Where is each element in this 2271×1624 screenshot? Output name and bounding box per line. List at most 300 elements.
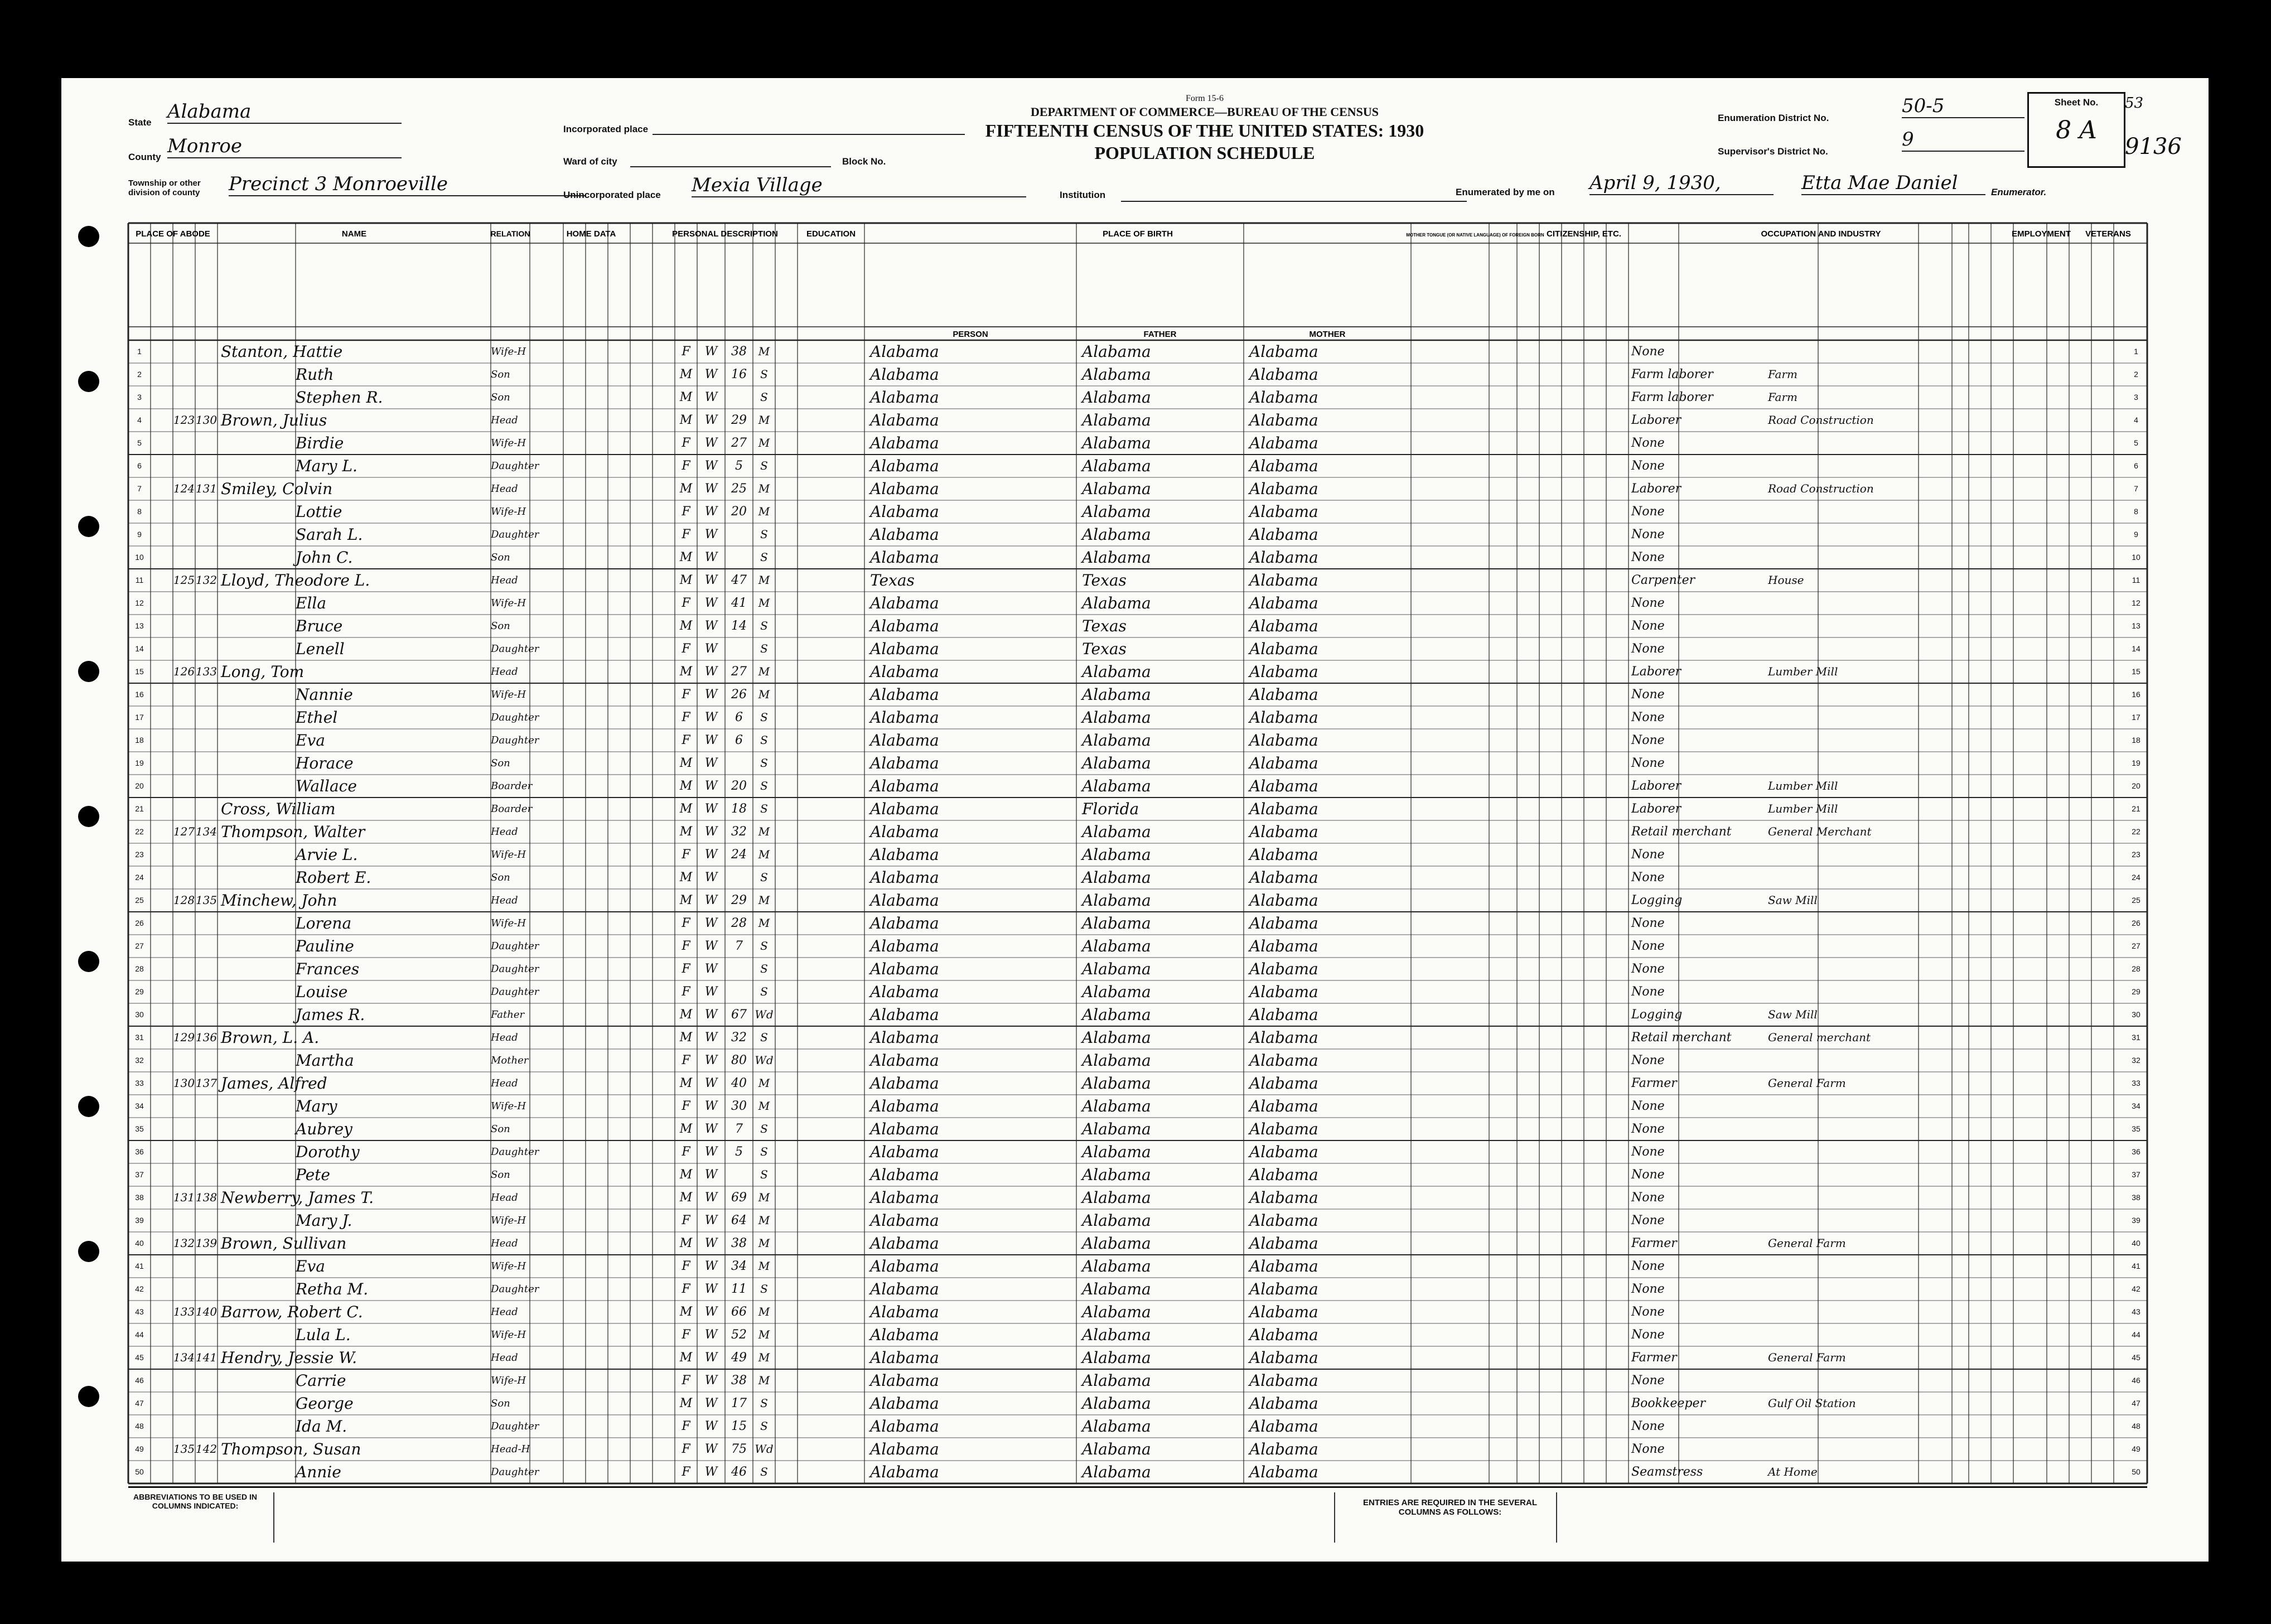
relation: Head-H xyxy=(491,1443,530,1455)
birthplace-father: Alabama xyxy=(1082,1348,1151,1367)
sheet-no-value: 8 A xyxy=(2056,116,2097,144)
marital-status: S xyxy=(760,1168,768,1181)
birthplace-person: Alabama xyxy=(870,1417,939,1436)
marital-status: S xyxy=(760,550,768,564)
relation: Father xyxy=(491,1009,525,1021)
dwelling-number xyxy=(173,775,195,798)
industry xyxy=(1768,523,1919,546)
occupation: None xyxy=(1631,436,1665,450)
enumerator-name: Etta Mae Daniel xyxy=(1801,172,1985,195)
dwelling-number xyxy=(173,1118,195,1140)
birthplace-person: Alabama xyxy=(870,708,939,727)
line-number: 28 xyxy=(135,964,144,973)
age: 34 xyxy=(731,1259,747,1273)
birthplace-mother: Alabama xyxy=(1249,823,1318,841)
birthplace-person: Alabama xyxy=(870,342,939,361)
sex: M xyxy=(679,756,693,770)
birthplace-person: Alabama xyxy=(870,1051,939,1070)
age: 11 xyxy=(731,1282,747,1296)
industry xyxy=(1768,340,1919,363)
person-name: Lottie xyxy=(296,502,342,521)
occupation: None xyxy=(1631,1259,1665,1273)
birthplace-person: Alabama xyxy=(870,891,939,910)
marital-status: M xyxy=(758,436,770,450)
marital-status: S xyxy=(760,642,768,655)
person-name: Brown, Sullivan xyxy=(221,1234,347,1253)
birthplace-mother: Alabama xyxy=(1249,457,1318,475)
group-heading: PERSONAL DESCRIPTION xyxy=(672,229,778,239)
age: 46 xyxy=(731,1465,747,1479)
department-line: DEPARTMENT OF COMMERCE—BUREAU OF THE CENSUS xyxy=(1030,105,1379,119)
birthplace-person: Alabama xyxy=(870,845,939,864)
relation: Head xyxy=(491,1032,518,1043)
sex: F xyxy=(682,688,690,702)
sex: F xyxy=(682,985,690,999)
age: 14 xyxy=(731,619,747,633)
enum-district-label: Enumeration District No. xyxy=(1718,113,1829,123)
line-number-right: 8 xyxy=(2134,507,2138,516)
family-number: 138 xyxy=(195,1191,218,1204)
dwelling-number xyxy=(173,340,195,363)
group-heading: PLACE OF ABODE xyxy=(136,229,210,239)
birthplace-father: Alabama xyxy=(1082,937,1151,955)
sex: M xyxy=(679,871,693,884)
line-number-right: 22 xyxy=(2132,827,2140,836)
relation: Wife-H xyxy=(491,346,526,357)
birthplace-person: Alabama xyxy=(870,914,939,932)
industry xyxy=(1768,1163,1919,1186)
birthplace-mother: Alabama xyxy=(1249,708,1318,727)
sex: F xyxy=(682,345,690,359)
birthplace-father: Alabama xyxy=(1082,1166,1151,1184)
relation: Son xyxy=(491,369,510,380)
family-number xyxy=(195,1461,218,1483)
dwelling-number: 133 xyxy=(173,1305,195,1318)
age xyxy=(725,523,753,546)
race: W xyxy=(704,436,718,450)
line-number-right: 5 xyxy=(2134,438,2138,447)
occupation: None xyxy=(1631,871,1665,884)
birthplace-person: Alabama xyxy=(870,983,939,1001)
dwelling-number xyxy=(173,455,195,477)
marital-status: M xyxy=(758,1191,770,1204)
person-name: Thompson, Walter xyxy=(221,823,365,841)
line-number: 48 xyxy=(135,1422,144,1430)
person-name: Dorothy xyxy=(296,1143,360,1161)
sex: F xyxy=(682,1099,690,1113)
dwelling-number xyxy=(173,1140,195,1163)
birthplace-person: Alabama xyxy=(870,777,939,795)
marital-status: M xyxy=(758,1259,770,1273)
race: W xyxy=(704,390,718,404)
age: 15 xyxy=(731,1419,747,1433)
sex: F xyxy=(682,1419,690,1433)
marital-status: S xyxy=(760,1465,768,1478)
occupation: None xyxy=(1631,1328,1665,1342)
sex: F xyxy=(682,1465,690,1479)
sex: F xyxy=(682,916,690,930)
birthplace-person: Alabama xyxy=(870,937,939,955)
person-name: Sarah L. xyxy=(296,525,363,544)
relation: Son xyxy=(491,552,510,563)
family-number: 135 xyxy=(195,893,218,907)
birthplace-father: Alabama xyxy=(1082,1303,1151,1321)
family-number xyxy=(195,1049,218,1072)
person-name: Mary xyxy=(296,1097,337,1115)
race: W xyxy=(704,939,718,953)
marital-status: S xyxy=(760,985,768,998)
industry xyxy=(1768,592,1919,615)
race: W xyxy=(704,1168,718,1182)
birthplace-person: Alabama xyxy=(870,1326,939,1344)
age xyxy=(725,1163,753,1186)
family-number xyxy=(195,523,218,546)
age xyxy=(725,752,753,775)
birthplace-father: Alabama xyxy=(1082,868,1151,887)
line-number-right: 37 xyxy=(2132,1170,2140,1179)
person-name: Brown, Julius xyxy=(221,411,327,429)
person-name: Frances xyxy=(296,960,360,978)
line-number: 13 xyxy=(135,621,144,630)
person-name: Stanton, Hattie xyxy=(221,342,343,361)
person-name: Pete xyxy=(296,1166,330,1184)
dwelling-number: 125 xyxy=(173,573,195,587)
dwelling-number xyxy=(173,637,195,660)
person-name: James, Alfred xyxy=(221,1074,327,1093)
person-name: Brown, L. A. xyxy=(221,1028,320,1047)
corner-number: 53 xyxy=(2125,95,2144,112)
marital-status: S xyxy=(760,939,768,953)
sex: F xyxy=(682,1053,690,1067)
birthplace-father: Alabama xyxy=(1082,457,1151,475)
birthplace-person: Alabama xyxy=(870,1234,939,1253)
county-label: County xyxy=(128,152,161,162)
person-name: Annie xyxy=(296,1463,341,1481)
abbrev-title: ABBREVIATIONS TO BE USED IN COLUMNS INDICATED: xyxy=(133,1492,257,1510)
race: W xyxy=(704,482,718,496)
relation: Boarder xyxy=(491,803,533,815)
sex: F xyxy=(682,596,690,610)
line-number: 20 xyxy=(135,781,144,790)
county-value: Monroe xyxy=(167,135,402,158)
person-name: Smiley, Colvin xyxy=(221,480,333,498)
dwelling-number xyxy=(173,1415,195,1438)
marital-status: Wd xyxy=(755,1008,774,1021)
occupation: None xyxy=(1631,1374,1665,1388)
line-number: 34 xyxy=(135,1101,144,1110)
marital-status: S xyxy=(760,779,768,792)
group-heading: PLACE OF BIRTH xyxy=(1103,229,1173,239)
family-number xyxy=(195,798,218,820)
birthplace-person: Alabama xyxy=(870,1303,939,1321)
birthplace-mother: Alabama xyxy=(1249,1143,1318,1161)
family-number xyxy=(195,1140,218,1163)
family-number: 132 xyxy=(195,573,218,587)
dwelling-number xyxy=(173,798,195,820)
birthplace-father: Alabama xyxy=(1082,525,1151,544)
entries-key-block xyxy=(1556,1492,2148,1543)
occupation: Laborer xyxy=(1631,779,1681,793)
person-name: Lula L. xyxy=(296,1326,351,1344)
dwelling-number xyxy=(173,363,195,386)
industry: Saw Mill xyxy=(1768,893,1818,907)
family-number: 142 xyxy=(195,1442,218,1456)
birthplace-person: Alabama xyxy=(870,1143,939,1161)
sex: M xyxy=(679,413,693,427)
line-number: 6 xyxy=(137,461,142,470)
person-name: Bruce xyxy=(296,617,343,635)
dwelling-number: 129 xyxy=(173,1031,195,1044)
industry: General Farm xyxy=(1768,1236,1846,1250)
marital-status: Wd xyxy=(755,1053,774,1067)
birthplace-father: Alabama xyxy=(1082,1006,1151,1024)
family-number xyxy=(195,1003,218,1026)
family-number xyxy=(195,912,218,935)
occupation: Laborer xyxy=(1631,413,1681,427)
group-heading: HOME DATA xyxy=(566,229,616,239)
line-number: 1 xyxy=(137,347,142,356)
marital-status: M xyxy=(758,573,770,587)
race: W xyxy=(704,1351,718,1365)
family-number xyxy=(195,729,218,752)
birthplace-mother: Alabama xyxy=(1249,342,1318,361)
group-heading: NAME xyxy=(341,229,367,239)
dwelling-number xyxy=(173,683,195,706)
birthplace-person: Alabama xyxy=(870,800,939,818)
marital-status: S xyxy=(760,390,768,404)
age xyxy=(725,386,753,409)
marital-status: M xyxy=(758,1351,770,1364)
person-name: Barrow, Robert C. xyxy=(221,1303,363,1321)
line-number: 10 xyxy=(135,553,144,562)
dwelling-number: 132 xyxy=(173,1236,195,1250)
age: 75 xyxy=(731,1442,747,1456)
enumerator-suffix: Enumerator. xyxy=(1991,187,2047,197)
occupation: Farm laborer xyxy=(1631,368,1713,381)
relation: Boarder xyxy=(491,780,533,792)
industry xyxy=(1768,1049,1919,1072)
birth-subheading: MOTHER xyxy=(1309,330,1346,339)
age: 52 xyxy=(731,1328,747,1342)
industry xyxy=(1768,455,1919,477)
age: 16 xyxy=(731,368,747,381)
relation: Head xyxy=(491,1077,518,1089)
marital-status: M xyxy=(758,688,770,701)
marital-status: S xyxy=(760,733,768,747)
race: W xyxy=(704,893,718,907)
birthplace-mother: Alabama xyxy=(1249,754,1318,772)
family-number xyxy=(195,1369,218,1392)
dwelling-number xyxy=(173,1369,195,1392)
margin-number: 9136 xyxy=(2125,134,2182,160)
marital-status: M xyxy=(758,505,770,518)
birthplace-person: Alabama xyxy=(870,365,939,384)
person-name: Robert E. xyxy=(296,868,371,887)
dwelling-number xyxy=(173,1392,195,1415)
birthplace-father: Alabama xyxy=(1082,1440,1151,1458)
ward-label: Ward of city xyxy=(563,156,617,167)
line-number: 31 xyxy=(135,1033,144,1042)
line-number-right: 19 xyxy=(2132,758,2140,767)
line-number-right: 33 xyxy=(2132,1079,2140,1088)
form-number: Form 15-6 xyxy=(1186,94,1224,103)
race: W xyxy=(704,916,718,930)
unincorporated-label: Unincorporated place xyxy=(563,190,661,200)
dwelling-number xyxy=(173,1003,195,1026)
relation: Son xyxy=(491,757,510,769)
birthplace-person: Alabama xyxy=(870,1006,939,1024)
line-number-right: 18 xyxy=(2132,736,2140,745)
age xyxy=(725,980,753,1003)
family-number xyxy=(195,706,218,729)
birthplace-person: Alabama xyxy=(870,1097,939,1115)
person-name: Minchew, John xyxy=(221,891,337,910)
birthplace-father: Texas xyxy=(1082,571,1127,589)
age: 20 xyxy=(731,505,747,519)
family-number xyxy=(195,980,218,1003)
race: W xyxy=(704,1305,718,1319)
industry xyxy=(1768,683,1919,706)
person-name: Birdie xyxy=(296,434,344,452)
person-name: Lenell xyxy=(296,640,345,658)
birthplace-mother: Alabama xyxy=(1249,1394,1318,1413)
birthplace-father: Alabama xyxy=(1082,594,1151,612)
marital-status: M xyxy=(758,848,770,861)
line-number-right: 20 xyxy=(2132,781,2140,790)
family-number: 133 xyxy=(195,665,218,678)
sex: F xyxy=(682,962,690,976)
race: W xyxy=(704,1145,718,1159)
dwelling-number xyxy=(173,615,195,637)
schedule-rows xyxy=(61,78,2209,1562)
birthplace-father: Texas xyxy=(1082,617,1127,635)
line-number: 22 xyxy=(135,827,144,836)
occupation: None xyxy=(1631,962,1665,976)
occupation: None xyxy=(1631,733,1665,747)
relation: Wife-H xyxy=(491,1329,526,1341)
institution-label: Institution xyxy=(1060,190,1106,200)
marital-status: M xyxy=(758,1328,770,1341)
family-number xyxy=(195,363,218,386)
industry: General Farm xyxy=(1768,1351,1846,1364)
line-number: 45 xyxy=(135,1353,144,1362)
line-number: 8 xyxy=(137,507,142,516)
occupation: None xyxy=(1631,688,1665,702)
race: W xyxy=(704,688,718,702)
sex: F xyxy=(682,848,690,862)
industry xyxy=(1768,843,1919,866)
marital-status: M xyxy=(758,893,770,907)
line-number-right: 6 xyxy=(2134,461,2138,470)
person-name: Cross, William xyxy=(221,800,336,818)
marital-status: S xyxy=(760,1419,768,1433)
line-number-right: 7 xyxy=(2134,484,2138,493)
relation: Head xyxy=(491,414,518,426)
occupation: Carpenter xyxy=(1631,573,1695,587)
line-number-right: 21 xyxy=(2132,804,2140,813)
age: 25 xyxy=(731,482,747,496)
marital-status: Wd xyxy=(755,1442,774,1456)
occupation: None xyxy=(1631,916,1665,930)
line-number: 23 xyxy=(135,850,144,859)
dwelling-number xyxy=(173,1163,195,1186)
birthplace-person: Alabama xyxy=(870,594,939,612)
sex: M xyxy=(679,1236,693,1250)
sex: F xyxy=(682,505,690,519)
age: 38 xyxy=(731,345,747,359)
line-number: 12 xyxy=(135,598,144,607)
marital-status: M xyxy=(758,1099,770,1113)
line-number: 19 xyxy=(135,758,144,767)
relation: Daughter xyxy=(491,712,539,723)
birthplace-person: Alabama xyxy=(870,1280,939,1298)
relation: Daughter xyxy=(491,1420,539,1432)
birthplace-mother: Alabama xyxy=(1249,411,1318,429)
age: 24 xyxy=(731,848,747,862)
race: W xyxy=(704,1099,718,1113)
relation: Head xyxy=(491,1238,518,1249)
line-number-right: 34 xyxy=(2132,1101,2140,1110)
line-number: 37 xyxy=(135,1170,144,1179)
marital-status: S xyxy=(760,368,768,381)
family-number: 141 xyxy=(195,1351,218,1364)
birthplace-mother: Alabama xyxy=(1249,1440,1318,1458)
person-name: Carrie xyxy=(296,1371,346,1390)
line-number: 27 xyxy=(135,941,144,950)
marital-status: M xyxy=(758,1374,770,1387)
race: W xyxy=(704,1374,718,1388)
marital-status: M xyxy=(758,413,770,427)
birthplace-person: Alabama xyxy=(870,960,939,978)
person-name: Retha M. xyxy=(296,1280,369,1298)
marital-status: M xyxy=(758,916,770,930)
industry xyxy=(1768,500,1919,523)
dwelling-number xyxy=(173,546,195,569)
person-name: Louise xyxy=(296,983,348,1001)
line-number-right: 50 xyxy=(2132,1467,2140,1476)
birthplace-mother: Alabama xyxy=(1249,1348,1318,1367)
occupation: None xyxy=(1631,619,1665,633)
birthplace-father: Alabama xyxy=(1082,1234,1151,1253)
relation: Head xyxy=(491,895,518,906)
line-number-right: 42 xyxy=(2132,1284,2140,1293)
sex: F xyxy=(682,1145,690,1159)
race: W xyxy=(704,642,718,656)
birthplace-father: Alabama xyxy=(1082,480,1151,498)
line-number-right: 31 xyxy=(2132,1033,2140,1042)
birthplace-mother: Alabama xyxy=(1249,1371,1318,1390)
dwelling-number xyxy=(173,1049,195,1072)
industry xyxy=(1768,637,1919,660)
dwelling-number xyxy=(173,866,195,889)
occupation: None xyxy=(1631,985,1665,999)
family-number xyxy=(195,1163,218,1186)
occupation: Seamstress xyxy=(1631,1465,1703,1479)
family-number: 139 xyxy=(195,1236,218,1250)
race: W xyxy=(704,756,718,770)
birthplace-father: Alabama xyxy=(1082,411,1151,429)
occupation: None xyxy=(1631,505,1665,519)
marital-status: M xyxy=(758,1236,770,1250)
dwelling-number xyxy=(173,500,195,523)
relation: Daughter xyxy=(491,1146,539,1158)
dwelling-number xyxy=(173,958,195,980)
birthplace-person: Alabama xyxy=(870,868,939,887)
line-number-right: 17 xyxy=(2132,713,2140,722)
line-number: 16 xyxy=(135,690,144,699)
race: W xyxy=(704,345,718,359)
line-number-right: 36 xyxy=(2132,1147,2140,1156)
